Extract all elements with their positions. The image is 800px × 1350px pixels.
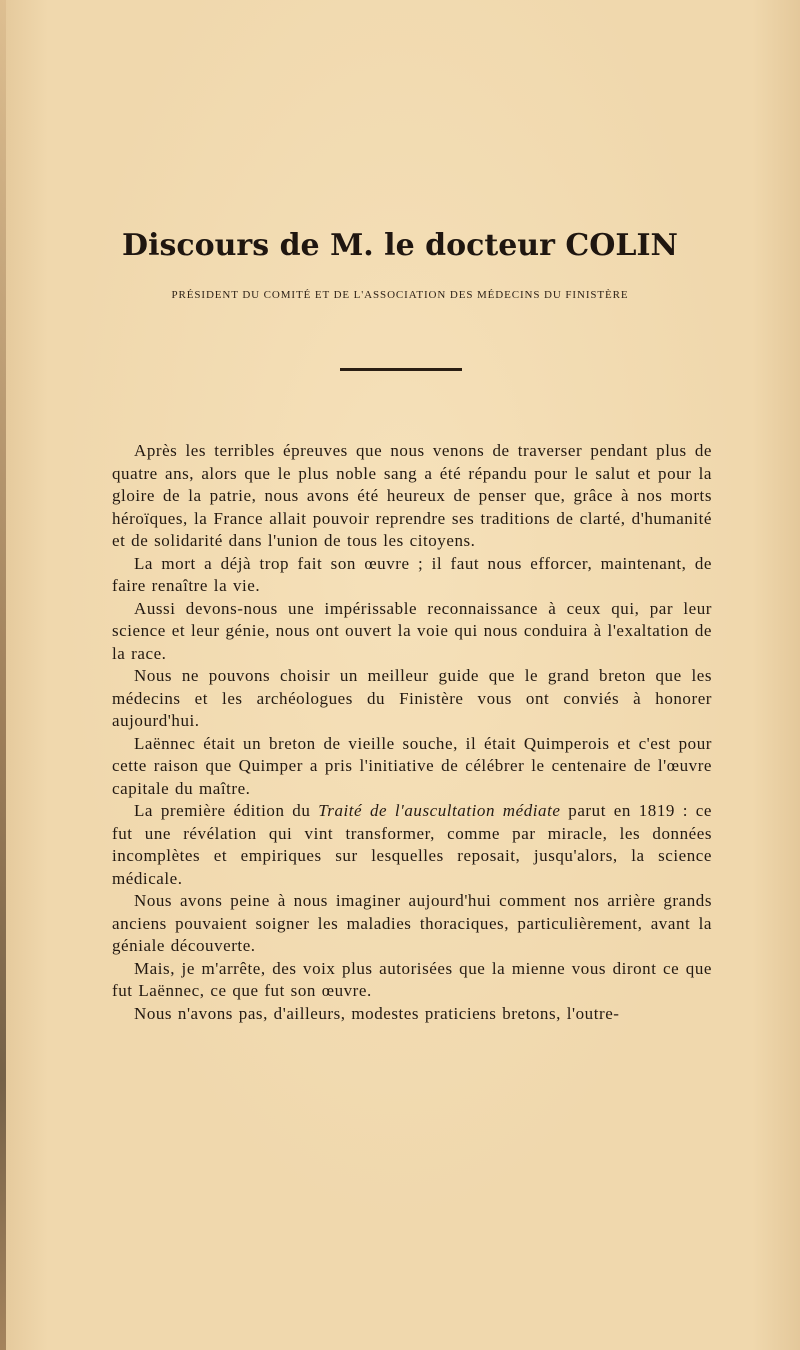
- paragraph: Nous ne pouvons choisir un meilleur guide que le grand breton que les médecins et les archéologues du Finistère vous ont conviés à honorer aujourd'hui.: [112, 666, 712, 730]
- paragraph-text: La première édition du: [134, 801, 319, 820]
- paragraph: Nous avons peine à nous imaginer aujourd'hui comment nos arrière grands anciens pouvaient soigner les maladies thoraciques, particulièrement, avant la géniale découverte.: [112, 891, 712, 955]
- paragraph: Laënnec était un breton de vieille souche, il était Quimperois et c'est pour cette raison que Quimper a pris l'initiative de célébrer le centenaire de l'œuvre capitale du maître.: [112, 733, 712, 798]
- paragraph: Mais, je m'arrête, des voix plus autorisées que la mienne vous diront ce que fut Laënnec, ce que fut son œuvre.: [112, 958, 712, 1000]
- speech-title: Discours de M. le docteur COLIN: [122, 228, 678, 263]
- treatise-title: Traité de l'auscultation médiate: [318, 801, 561, 820]
- paragraph: Après les terribles épreuves que nous venons de traverser pendant plus de quatre ans, alors que le plus noble sang a été répandu pour le salut et pour la gloire de la patrie, nous avons été heureux de penser que, grâce à nos morts héroïques, la France allait pouvoir reprendre ses traditions de clarté, d'humanité et de solidarité dans l'union de tous les citoyens.: [112, 441, 712, 550]
- paragraph: La mort a déjà trop fait son œuvre ; il faut nous efforcer, maintenant, de faire renaître la vie.: [112, 553, 712, 595]
- page-edge: [0, 0, 6, 1350]
- paragraph-text: parut en 1819 : ce fut une révélation qui vint transformer, comme par miracle, les données incomplètes et empiriques sur lesquelles reposait, jusqu'alors, la science médicale.: [112, 801, 712, 888]
- speech-body: [112, 440, 712, 1025]
- title-divider: [340, 368, 462, 371]
- paragraph: Aussi devons-nous une impérissable reconnaissance à ceux qui, par leur science et leur génie, nous ont ouvert la voie qui nous conduira à l'exaltation de la race.: [112, 598, 712, 663]
- paragraph: Nous n'avons pas, d'ailleurs, modestes praticiens bretons, l'outre-: [134, 1003, 620, 1023]
- paragraph: [112, 800, 712, 890]
- speaker-subtitle: PRÉSIDENT DU COMITÉ ET DE L'ASSOCIATION DES MÉDECINS DU FINISTÈRE: [171, 289, 629, 301]
